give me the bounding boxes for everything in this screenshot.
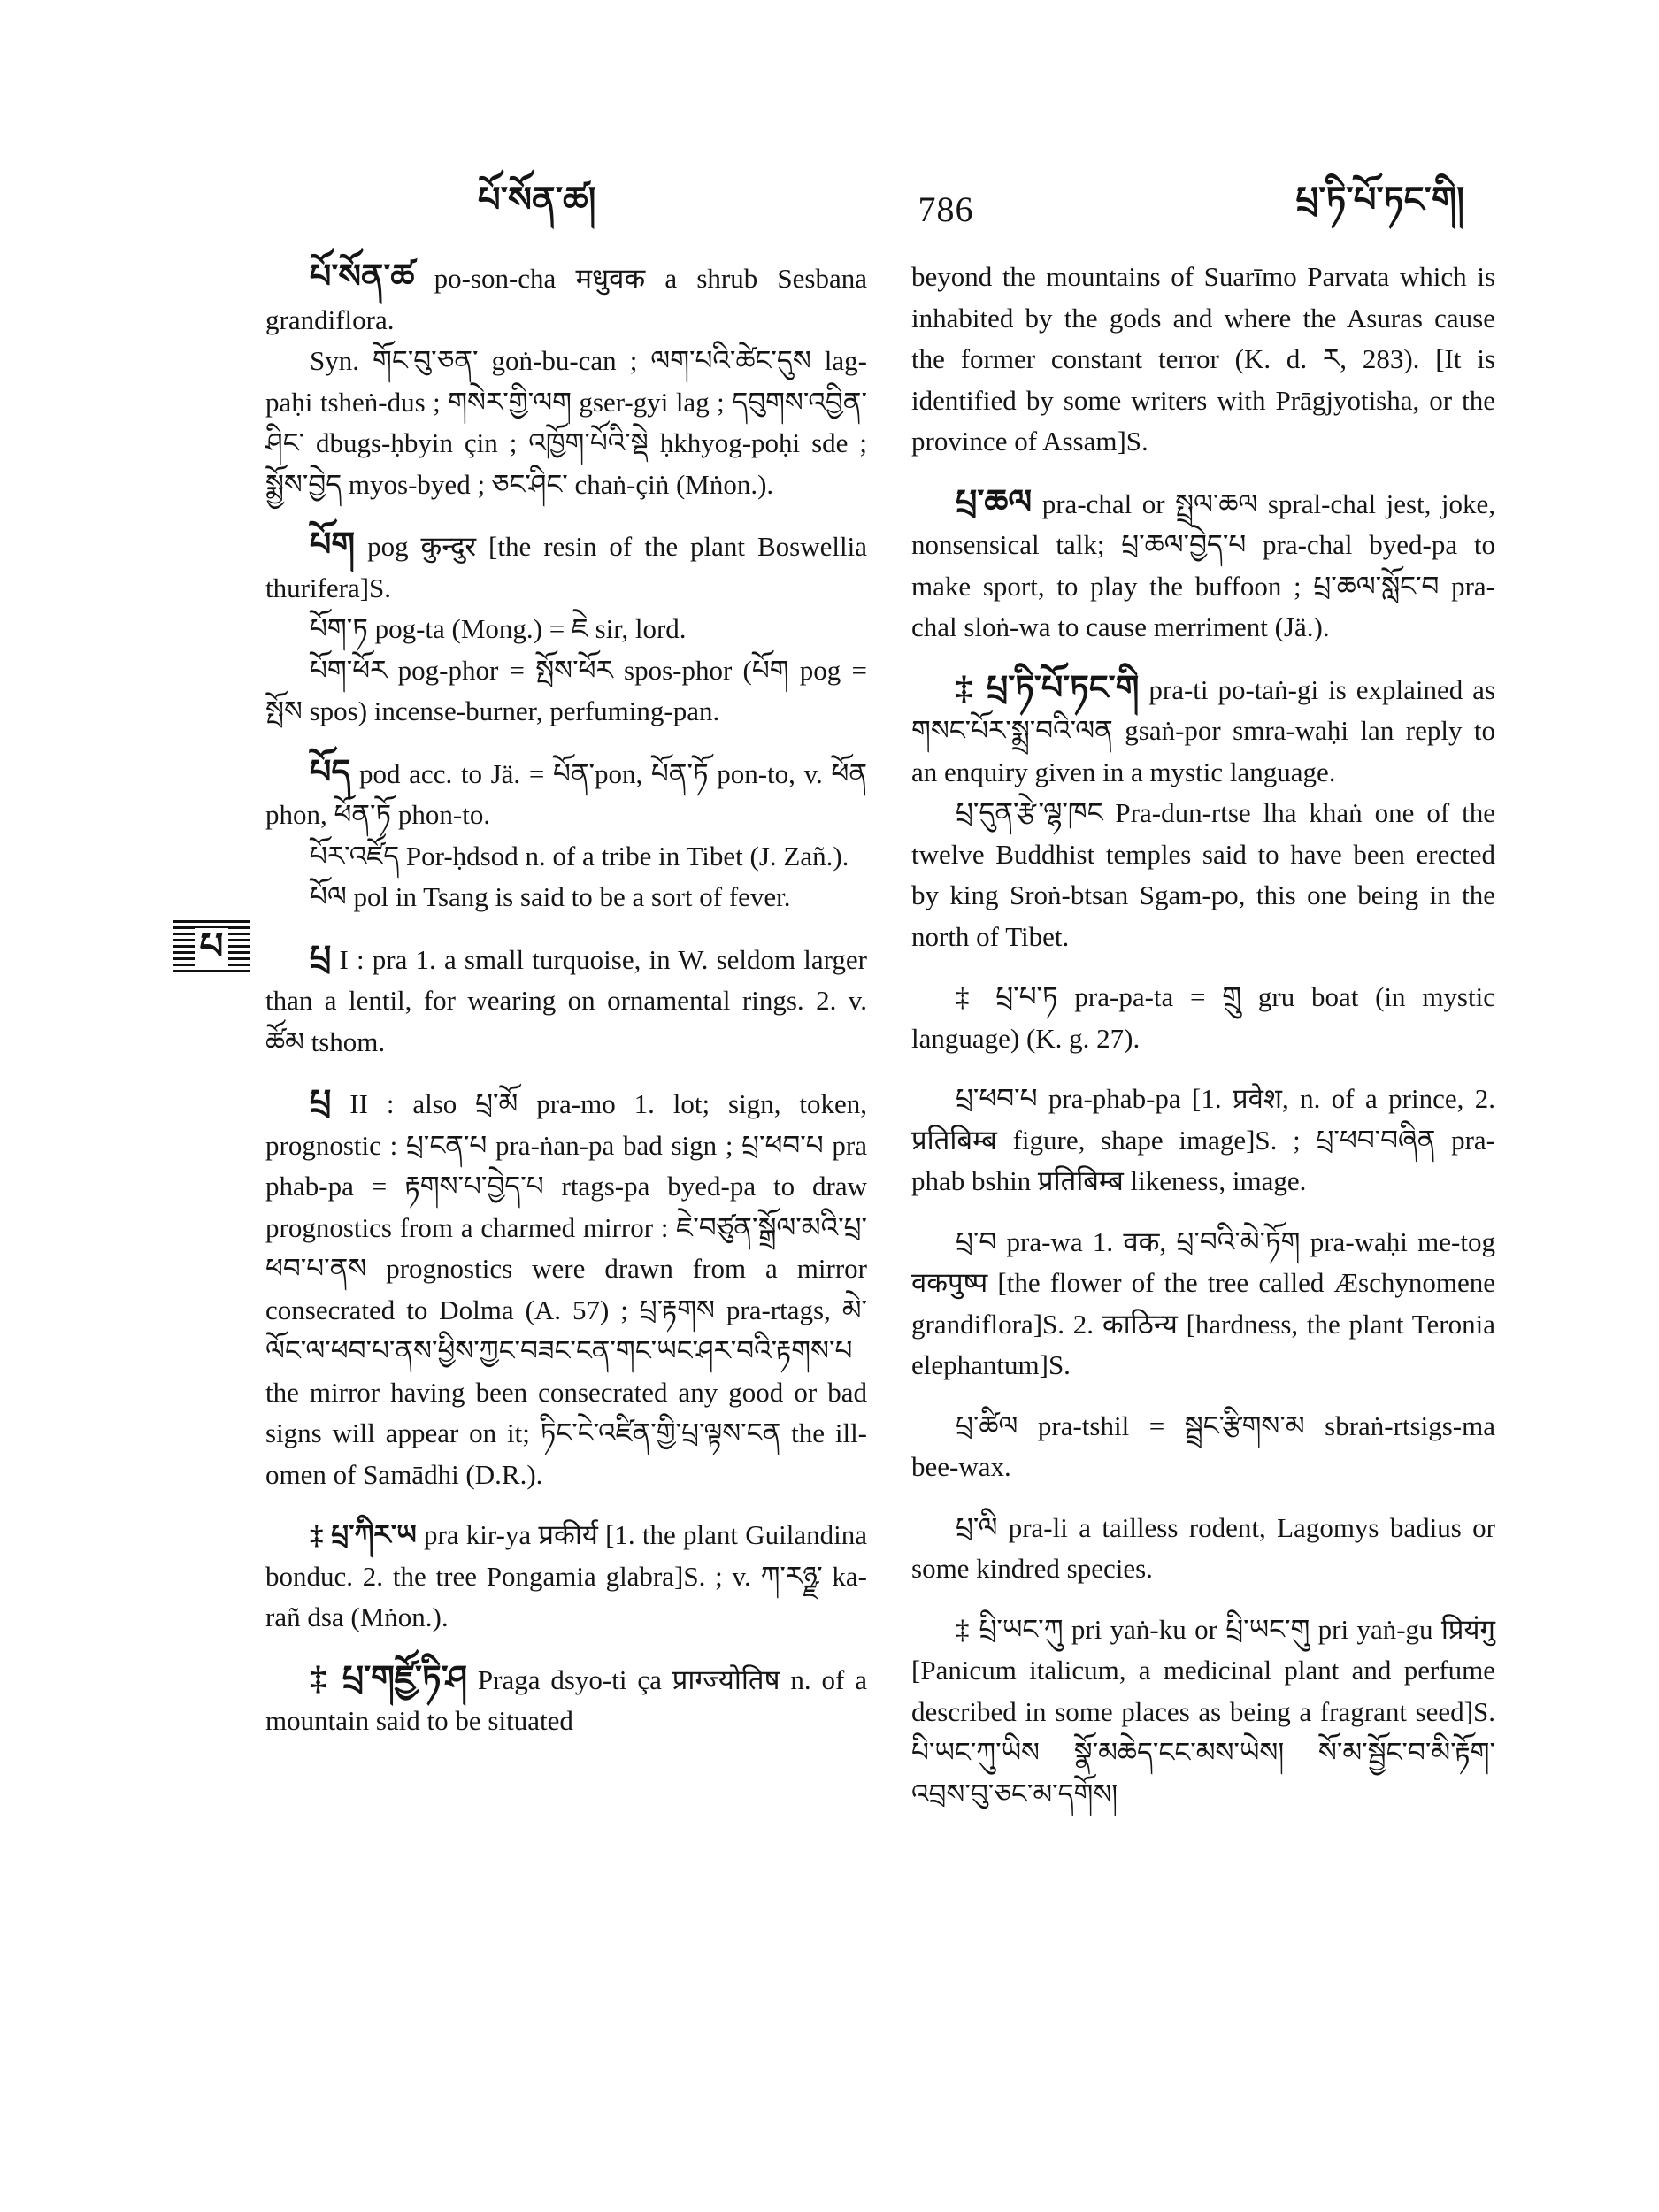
- dictionary-entry: [911, 1609, 1495, 1816]
- dictionary-entry: [911, 668, 1495, 958]
- entry-headword: པོད: [310, 753, 351, 791]
- entry-text: Syn. གོང་བུ་ཅན་ goṅ-bu-can ; ལག་པའི་ཚེང་དུས lag-paḥi tsheṅ-dus ; གསེར་གྱི་ལག gser-gyi lag ; དབུགས་འབྱིན་ཤིང་ dbugs-ḥbyin çin ; འཁྱོག་པོའི་སྡེ ḥkhyog-poḥi sde ; སྨྱོས་བྱེད myos-byed ; ཅང་ཤིང་ chaṅ-çiṅ (Mṅon.).: [265, 345, 867, 500]
- dictionary-entry: [911, 1079, 1495, 1202]
- dictionary-entry: [911, 1406, 1495, 1488]
- left-guide-word: པོ་སོན་ཚ།: [478, 179, 596, 219]
- entry-text: pod acc. to Jä. = པོན་pon, པོན་ཏོ pon-to, v. ཕོན phon, ཕོན་ཏོ phon-to.: [265, 757, 867, 830]
- page-header: [265, 173, 1491, 244]
- entry-text: beyond the mountains of Suarīmo Parvata which is inhabited by the gods and where the Asuras cause the former constant terror (K. d. ར, 283). [It is identified by some writers with Prāgjyotisha, or the province of Assam]S.: [911, 261, 1495, 457]
- entry-headword: པོག: [310, 526, 356, 564]
- dictionary-entry: [265, 938, 867, 1064]
- dictionary-entry: [265, 752, 867, 918]
- dictionary-entry: [911, 482, 1495, 649]
- entry-headword: ‡ པྲ་གཛྱོ་ཏི་ཤ: [310, 1659, 467, 1697]
- entry-text: པྲ་ལི pra-li a tailless rodent, Lagomys badius or some kindred species.: [911, 1511, 1495, 1584]
- entry-text: པྲ་ཚིལ pra-tshil = སྦྲང་རྩིགས་མ sbraṅ-rtsigs-ma bee-wax.: [911, 1409, 1495, 1482]
- dictionary-entry: [265, 1515, 867, 1639]
- dictionary-entry: [265, 1658, 867, 1742]
- entry-text: pog कुन्दुर [the resin of the plant Boswellia thurifera]S.: [265, 531, 867, 603]
- dictionary-entry: [265, 525, 867, 733]
- right-column: [911, 257, 1495, 1834]
- dictionary-entry: [911, 1222, 1495, 1386]
- dictionary-entry: [911, 1508, 1495, 1590]
- entry-headword: ‡ པྲ་ཀིར་ཡ: [310, 1519, 417, 1550]
- entry-text: po-son-cha मधुवक a shrub Sesbana grandiflora.: [265, 263, 867, 335]
- dictionary-entry: [265, 257, 867, 505]
- entry-text: pra-chal or སྤྲལ་ཆལ spral-chal jest, joke, nonsensical talk; པྲ་ཆལ་བྱེད་པ pra-chal byed-pa to make sport, to play the buffoon ; པྲ་ཆལ་སློང་བ pra-chal sloṅ-wa to cause merriment (Jä.).: [911, 488, 1495, 642]
- left-column: [265, 257, 867, 1762]
- entry-text: I : pra 1. a small turquoise, in W. seldom larger than a lentil, for wearing on ornamental rings. 2. v. ཚོམ tshom.: [265, 943, 868, 1057]
- dictionary-entry-continued: [911, 257, 1495, 463]
- entry-headword: པྲ: [310, 1084, 332, 1121]
- dictionary-entry: [265, 1082, 867, 1495]
- right-guide-word: པྲ་ཏི་པོ་ཏང་གི།: [1295, 179, 1464, 219]
- entry-headword: ‡ པྲ་ཏི་པོ་ཏང་གི: [956, 669, 1140, 707]
- entry-text: ‡ པྲ་པ་ཏ pra-pa-ta = གྲུ gru boat (in mystic language) (K. g. 27).: [911, 981, 1495, 1054]
- entry-text: ‡ པྲི་ཡང་ཀུ pri yaṅ-ku or པྲི་ཡང་གུ pri yaṅ-gu प्रियंगु [Panicum italicum, a medicinal plant and perfume described in some places as being a fragrant seed]S. པི་ཡང་ཀུ་ཡིས སྣོ་མཆེད་ངང་མས་ཡེས། སོ་མ་སྦྱོང་བ་མི་རྟོག་འབྲས་བུ་ཅང་མ་དགོས།: [911, 1613, 1495, 1809]
- entry-text: པོར་འཛོད Por-ḥdsod n. of a tribe in Tibet (J. Zañ.).: [310, 840, 849, 872]
- entry-headword: པྲ: [310, 939, 332, 977]
- entry-text: པོལ pol in Tsang is said to be a sort of fever.: [310, 881, 791, 912]
- entry-text: པྲ་དུན་རྩེ་ལྷ་ཁང Pra-dun-rtse lha khaṅ one of the twelve Buddhist temples said to have been erected by king Sroṅ-btsan Sgam-po, this one being in the north of Tibet.: [911, 797, 1495, 952]
- entry-headword: པོ་སོན་ཚ: [310, 258, 415, 296]
- entry-headword: པྲ་ཆལ: [956, 483, 1033, 521]
- entry-text: II : also པྲ་མོ pra-mo 1. lot; sign, token, prognostic : པྲ་ངན་པ pra-ṅan-pa bad sign ; པྲ་ཕབ་པ pra phab-pa = རྟགས་པ་བྱེད་པ rtags-pa byed-pa to draw prognostics from a charmed mirror : ཇེ་བཙུན་སྒྲོལ་མའི་པྲ་ཕབ་པ་ནས prognostics were drawn from a mirror consecrated to Dolma (A. 57) ; པྲ་རྟགས pra-rtags, མེ་ལོང་ལ་ཕབ་པ་ནས་ཕྱིས་ཀྱང་བཟང་ངན་གང་ཡང་ཤར་བའི་རྟགས་པ the mirror having been consecrated any good or bad signs will appear on it; ཏིང་ངེ་འཛིན་གྱི་པྲ་ལྟས་ངན the ill-omen of Samādhi (D.R.).: [265, 1088, 867, 1490]
- entry-text: Praga dsyo-ti ça प्राग्ज्योतिष n. of a mountain said to be situated: [265, 1663, 868, 1736]
- entry-text: པྲ་ཕབ་པ pra-phab-pa [1. प्रवेश, n. of a prince, 2. प्रतिबिम्ब figure, shape image]S. ; པྲ་ཕབ་བཞིན pra-phab bshin प्रतिबिम्ब likeness, image.: [911, 1083, 1495, 1196]
- entry-text: pra-ti po-taṅ-gi is explained as གསང་པོར་སྨྲ་བའི་ལན gsaṅ-por smra-waḥi lan reply to an enquiry given in a mystic language.: [911, 673, 1496, 787]
- entry-text: pra kir-ya प्रकीर्य [1. the plant Guilandina bonduc. 2. the tree Pongamia glabra]S. ; v. ཀ་རཉྫ་ ka-rañ dsa (Mṅon.).: [265, 1519, 867, 1632]
- dictionary-entry: [911, 977, 1495, 1059]
- thumb-index-letter: པ: [195, 928, 229, 967]
- entry-text: པོག་ཏ pog-ta (Mong.) = ཇེ sir, lord.: [310, 613, 687, 644]
- thumb-index-tab: [173, 920, 250, 975]
- entry-text: པོག་ཕོར pog-phor = སྤོས་ཕོར spos-phor (པོག pog = སྤོས spos) incense-burner, perfuming-pan.: [265, 654, 867, 726]
- entry-text: པྲ་བ pra-wa 1. वक, པྲ་བའི་མེ་ཏོག pra-waḥi me-tog वकपुष्प [the flower of the tree called Æschynomene grandiflora]S. 2. काठिन्य [hardness, the plant Teronia elephantum]S.: [911, 1225, 1495, 1380]
- page-number: 786: [918, 188, 974, 229]
